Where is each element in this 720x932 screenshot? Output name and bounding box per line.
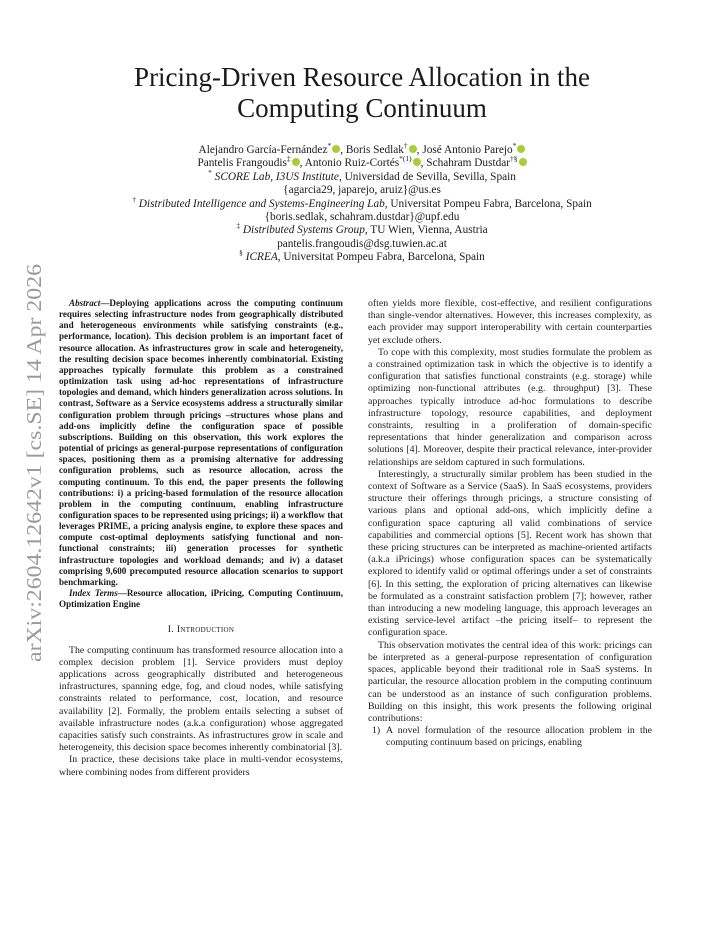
author-row-2: Pantelis Frangoudis‡ , Antonio Ruiz-Cortés$^{*(1)}$ , Schahram Dustdar†§: [80, 157, 644, 170]
affiliation-mark: *: [208, 168, 212, 178]
title-line-2: Computing Continuum: [237, 93, 487, 123]
body-paragraph: often yields more flexible, cost-effective, and resilient configurations than single-vendor alternatives. However, this increases complexity, as each provider may support interoperability with certain counterparties yet exclude others.: [368, 298, 652, 346]
arxiv-identifier-stamp: [10, 262, 54, 662]
affiliation-lab: Distributed Systems Group: [242, 224, 365, 237]
affiliation-1: [80, 168, 644, 184]
affiliation-2: [80, 194, 644, 211]
author-name: Schahram Dustdar: [426, 157, 511, 170]
arxiv-stamp-text: arXiv:2604.12642v1 [cs.SE] 14 Apr 2026: [22, 302, 46, 662]
paper-title: [80, 62, 644, 124]
author-name: Alejandro García-Fernández: [198, 144, 328, 156]
abstract: [59, 298, 343, 588]
section-title: Introduction: [176, 624, 235, 636]
orcid-icon[interactable]: [332, 145, 340, 153]
body-paragraph: In practice, these decisions take place in multi-vendor ecosystems, where combining nodes from different providers: [59, 754, 343, 778]
affiliation-4: [80, 248, 644, 264]
author-mark: *(1): [399, 154, 412, 164]
contributions-list: [368, 725, 652, 749]
affiliation-lab: SCORE Lab, I3US Institute: [214, 170, 339, 183]
affiliation-mark: §: [239, 248, 243, 258]
author-mark: ‡: [286, 154, 291, 164]
orcid-icon[interactable]: [517, 145, 525, 153]
orcid-icon[interactable]: [409, 145, 417, 153]
author-name: Boris Sedlak: [345, 144, 404, 156]
body-paragraph: This observation motivates the central idea of this work: pricings can be interpreted as a general-purpose representation of configuration spaces, applicable beyond their traditional role in SaaS systems. In particular, the resource allocation problem in the computing continuum can be understood as an instance of such configuration problems. Building on this insight, this work presents the following original contributions:: [368, 639, 652, 724]
email-3: pantelis.frangoudis@dsg.tuwien.ac.at: [277, 237, 447, 250]
author-name: Antonio Ruiz-Cortés: [304, 157, 400, 170]
section-number: I.: [167, 624, 175, 636]
author-mark: †: [403, 141, 408, 151]
author-block: [80, 141, 644, 265]
affiliation-rest: , Universitat Pompeu Fabra, Barcelona, Spain: [384, 197, 592, 210]
author-mark: *: [327, 141, 332, 151]
author-mark: *: [512, 141, 517, 151]
body-paragraph: To cope with this complexity, most studies formulate the problem as a constrained optimization task in which the objective is to identify a configuration that satisfies functional constraints (e.g. storage) while optimizing non-functional attributes (e.g. throughput) [3]. These approaches typically introduce ad-hoc formulations to describe infrastructure topology, resource capabilities, and deployment constraints, resulting in a proliferation of domain-specific representations that hinder generalization and comparison across solutions [4]. Moreover, despite their practical relevance, inter-provider relationships are seldom captured in such formulations.: [368, 346, 652, 468]
list-item: [368, 725, 652, 749]
orcid-icon[interactable]: [413, 158, 421, 166]
list-item-number: 1): [372, 725, 381, 737]
affiliation-rest: , TU Wien, Vienna, Austria: [364, 224, 488, 237]
left-column: [59, 298, 343, 779]
index-terms-label: Index Terms: [69, 588, 118, 599]
abstract-text: —Deploying applications across the computing continuum requires selecting infrastructure nodes from geographically distributed and heterogeneous environments while satisfying constraints (e.g., performance, location). This decision problem is an important facet of resource allocation. As infrastructures grow in scale and heterogeneity, the resulting decision space becomes inherently combinatorial. Existing approaches typically formulate this problem as a constrained optimization task using ad-hoc representations of infrastructure topologies and demand, which hinders generalization across solutions. In contrast, Software as a Service ecosystems address a structurally similar configuration problem through pricings –structures whose plans and add-ons implicitly define the configuration space of possible subscriptions. Building on this observation, this work explores the potential of pricings as general-purpose representations of configuration spaces, positioning them as a promising alternative for addressing configuration problems, such as resource allocation, across the computing continuum. To this end, the paper presents the following contributions: i) a pricing-based formulation of the resource allocation problem in the computing continuum, enabling infrastructure configuration spaces to be represented using pricings; ii) a workflow that leverages PRIME, a pricing analysis engine, to explore these spaces and compute cost-optimal deployments satisfying functional and non-functional constraints; iii) generation processes for synthetic infrastructure topologies and workload demands; and iv) a dataset comprising 9,600 precomputed resource allocation scenarios to support benchmarking.: [59, 298, 343, 587]
right-column: [368, 298, 652, 750]
body-paragraph: Interestingly, a structurally similar problem has been studied in the context of Software as a Service (SaaS). In SaaS ecosystems, providers structure their offerings through pricings, a structure consisting of various plans and optional add-ons, which implicitly define a configuration space capturing all valid combinations of service capabilities and commercial options [5]. Recent work has shown that these pricing structures can be interpreted as machine-oriented artifacts (a.k.a iPricings) whose configuration spaces can be systematically explored to identify valid or optimal offerings under a set of constraints [6]. In this setting, the exploration of pricing alternatives can likewise be formulated as a constraint satisfaction problem [7]; however, rather than introducing a new modeling language, this approach leverages an existing service-level artifact –the pricing itself– to represent the configuration space.: [368, 468, 652, 639]
author-mark: †§: [510, 154, 518, 164]
author-name: José Antonio Parejo: [422, 144, 513, 156]
affiliation-mark: †: [132, 194, 136, 204]
affiliation-3: [80, 221, 644, 237]
author-row-1: Alejandro García-Fernández* , Boris Sedlak† , José Antonio Parejo*: [80, 144, 644, 157]
list-item-text: A novel formulation of the resource allocation problem in the computing continuum based on pricings, enabling: [386, 725, 652, 749]
email-2: {boris.sedlak, schahram.dustdar}@upf.edu: [264, 211, 460, 224]
index-terms-text: —Resource allocation, iPricing, Computing Continuum, Optimization Engine: [59, 588, 343, 610]
body-paragraph: The computing continuum has transformed resource allocation into a complex decision problem [1]. Service providers must deploy applications across geographically distributed and heterogeneous infrastructures, spanning edge, fog, and cloud nodes, while satisfying constraints related to performance, cost, location, and resource availability [2]. Formally, the problem entails selecting a subset of available infrastructure nodes (a.k.a configuration) whose aggregated capacities satisfy such constraints. As infrastructures grow in scale and heterogeneity, this decision space becomes inherently combinatorial [3].: [59, 644, 343, 754]
section-heading-introduction: [59, 624, 343, 636]
affiliation-mark: ‡: [236, 221, 241, 231]
email-1: {agarcia29, japarejo, aruiz}@us.es: [283, 184, 441, 197]
author-name: Pantelis Frangoudis: [197, 157, 287, 170]
abstract-label: Abstract: [69, 298, 101, 308]
affiliation-lab: ICREA: [245, 251, 278, 264]
affiliation-lab: Distributed Intelligence and Systems-Engineering Lab: [138, 197, 385, 210]
title-line-1: Pricing-Driven Resource Allocation in the: [134, 62, 590, 92]
orcid-icon[interactable]: [292, 158, 300, 166]
affiliation-rest: , Universitat Pompeu Fabra, Barcelona, Spain: [277, 251, 485, 264]
affiliation-rest: , Universidad de Sevilla, Sevilla, Spain: [338, 170, 516, 183]
orcid-icon[interactable]: [519, 158, 527, 166]
index-terms: [59, 588, 343, 610]
